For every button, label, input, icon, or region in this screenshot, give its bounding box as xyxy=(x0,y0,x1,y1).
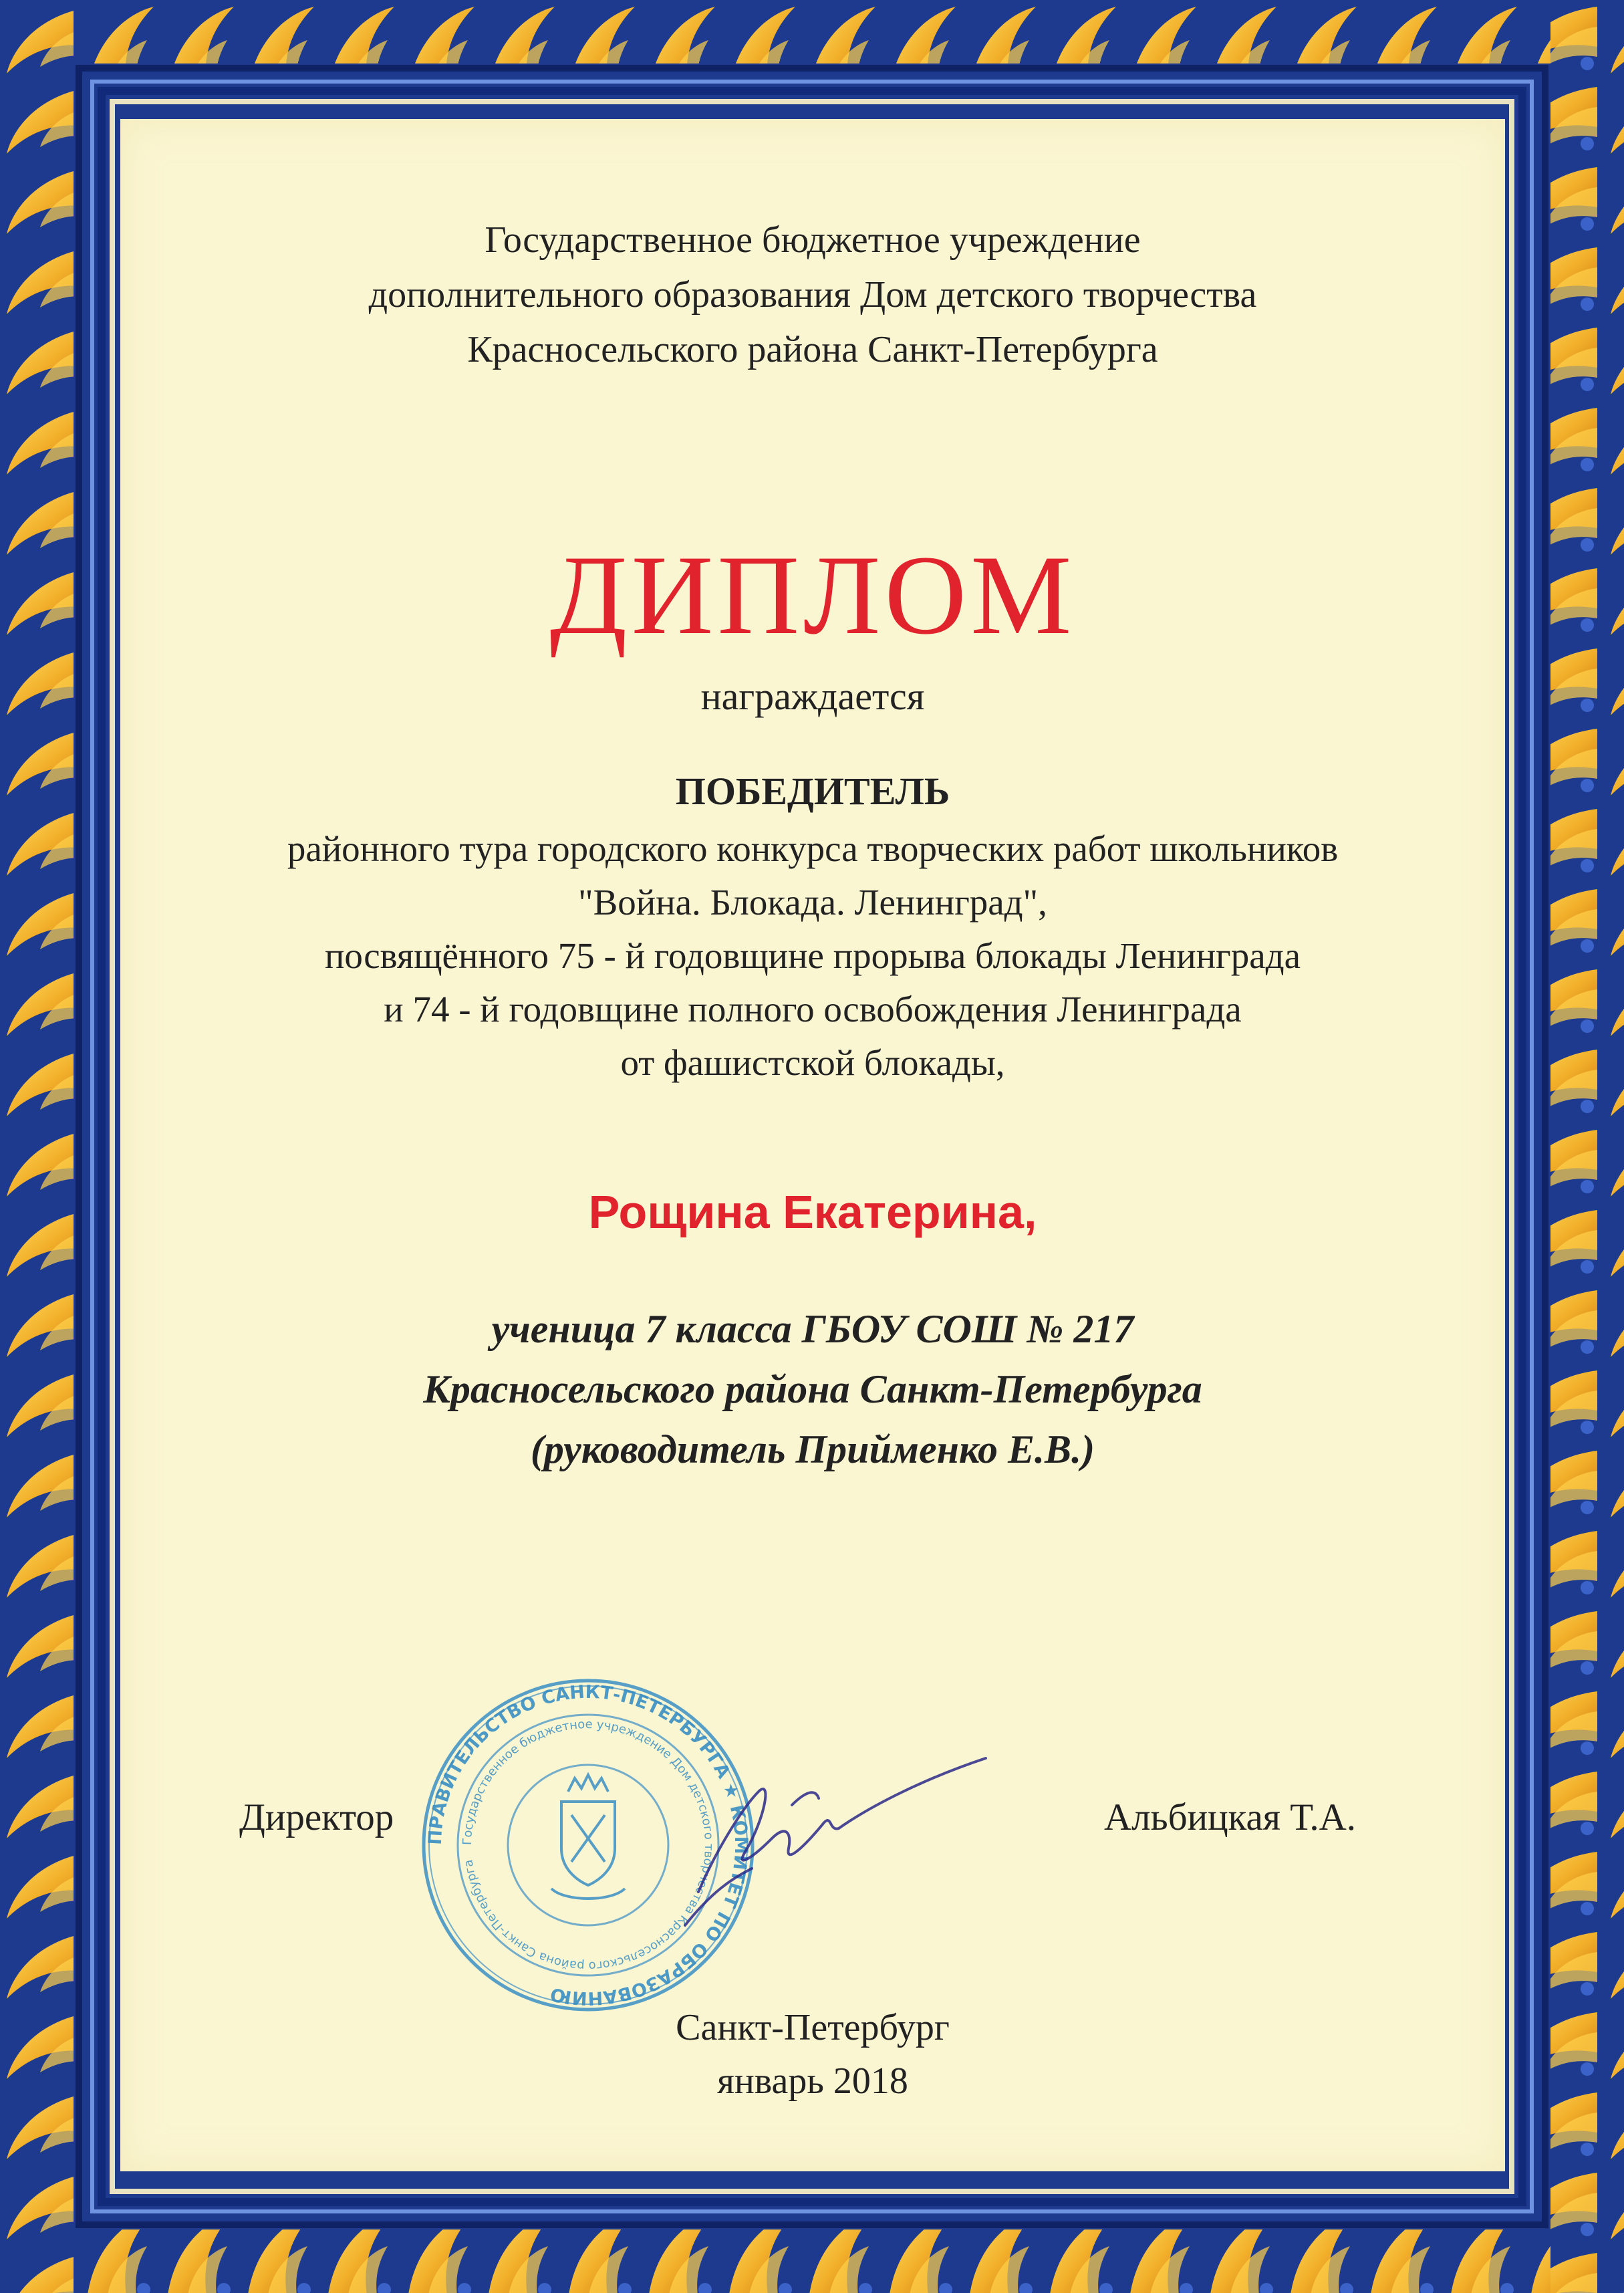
footer-date: январь 2018 xyxy=(717,2060,908,2102)
organization-line-1: Государственное бюджетное учреждение xyxy=(485,219,1141,261)
awarded-text: награждается xyxy=(700,675,925,718)
organization-line-3: Красносельского района Санкт-Петербурга xyxy=(467,329,1158,370)
award-line-2: "Война. Блокада. Ленинград", xyxy=(578,882,1047,923)
stamp-inner-text: Государственное бюджетное учреждение Дом детского творчества Красносельского района Санкт-Петербурга xyxy=(460,1717,716,1973)
recipient-school-line-2: Красносельского района Санкт-Петербурга xyxy=(423,1367,1202,1411)
recipient-school-line-1: ученица 7 класса ГБОУ СОШ № 217 xyxy=(491,1307,1134,1351)
award-line-1: районного тура городского конкурса творческих работ школьников xyxy=(287,828,1339,869)
recipient-school-line-3: (руководитель Прийменко Е.В.) xyxy=(530,1427,1095,1471)
award-line-4: и 74 - й годовщине полного освобождения Ленинграда xyxy=(384,989,1242,1030)
organization-line-2: дополнительного образования Дом детского творчества xyxy=(368,274,1257,316)
award-line-3: посвящённого 75 - й годовщине прорыва блокады Ленинграда xyxy=(324,935,1301,976)
stamp-outer-text: ПРАВИТЕЛЬСТВО САНКТ-ПЕТЕРБУРГА ★ КОМИТЕТ ПО ОБРАЗОВАНИЮ xyxy=(424,1681,752,2009)
director-label: Директор xyxy=(239,1796,394,1838)
director-signature xyxy=(672,1725,1033,1945)
footer-city: Санкт-Петербург xyxy=(676,2007,950,2048)
diploma-title: ДИПЛОМ xyxy=(549,532,1076,658)
award-line-5: от фашистской блокады, xyxy=(620,1042,1005,1083)
recipient-name: Рощина Екатерина, xyxy=(588,1186,1037,1238)
director-name: Альбицкая Т.А. xyxy=(1104,1796,1356,1838)
award-status: ПОБЕДИТЕЛЬ xyxy=(675,769,950,813)
